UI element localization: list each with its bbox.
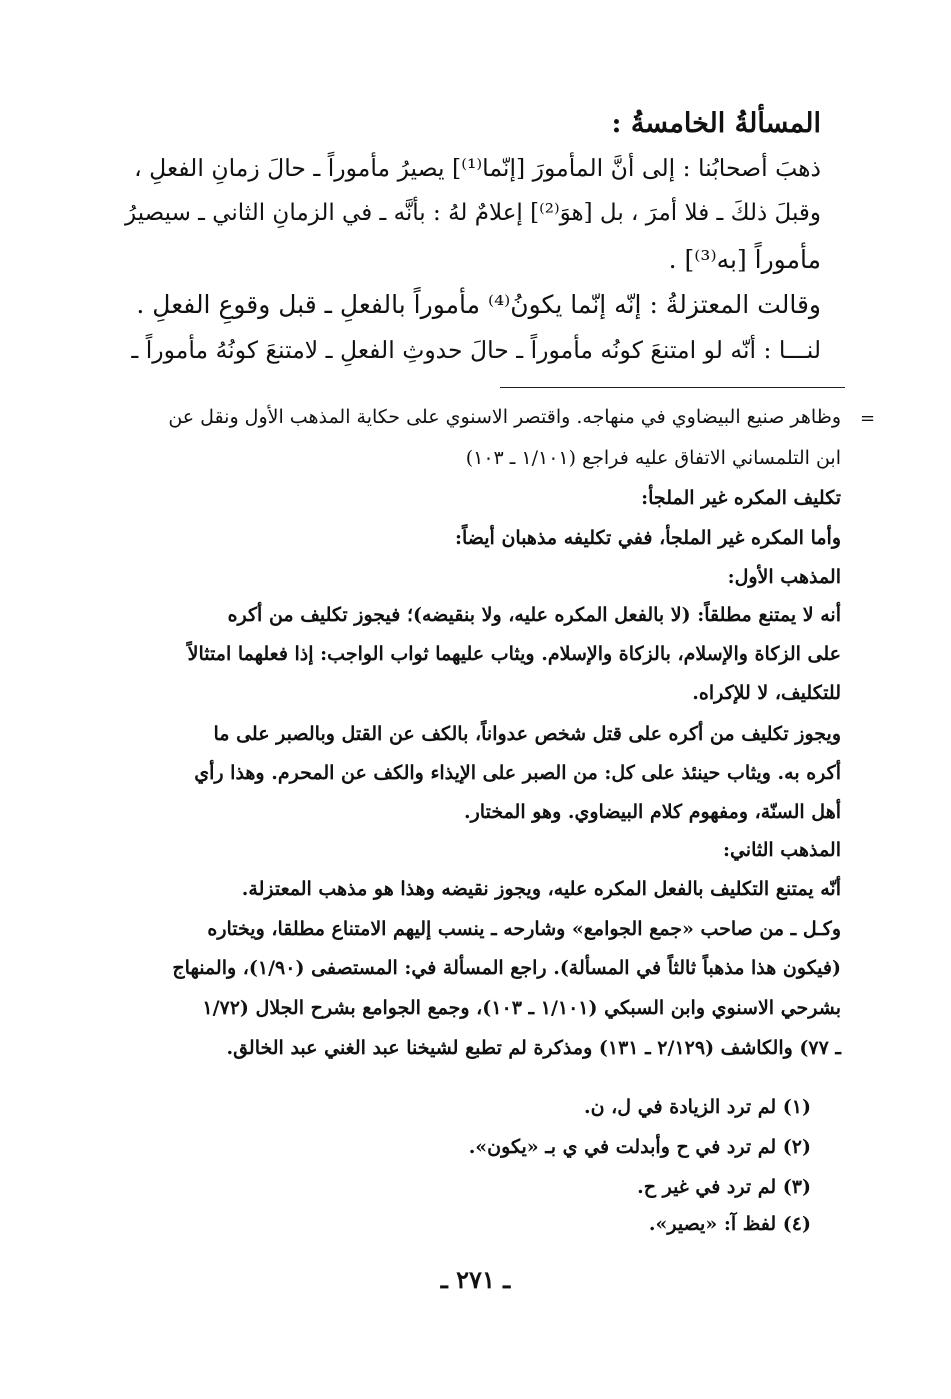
- footnote-line-11: أهل السنّة، ومفهوم كلام البيضاوي. وهو المختار.: [464, 801, 841, 823]
- variant-note-4: (٤) لفظ آ: «يصير».: [648, 1213, 811, 1235]
- footnote-line-12: المذهب الثاني:: [722, 839, 841, 861]
- footnote-line-1: وظاهر صنيع البيضاوي في منهاجه. واقتصر الاسنوي على حكاية المذهب الأول ونقل عن: [168, 406, 841, 428]
- footnote-line-9: ويجوز تكليف من أكره على قتل شخص عدواناً، بالكف عن القتل وبالصبر على ما: [213, 723, 841, 745]
- main-text-line-5: لنـــا : أنّه لو امتنعَ كونُه مأموراً ـ حالَ حدوثِ الفعلِ ـ لامتنعَ كونُهُ مأموراً ـ: [131, 336, 821, 364]
- footnote-line-8: للتكليف، لا للإكراه.: [692, 682, 841, 704]
- footnote-line-16: بشرحي الاسنوي وابن السبكي (١/١٠١ ـ ١٠٣)، وجمع الجوامع بشرح الجلال (١/٧٢: [202, 997, 841, 1019]
- footnote-line-3: تكليف المكره غير الملجأ:: [641, 487, 841, 509]
- footnote-line-14: وكـل ـ من صاحب «جمع الجوامع» وشارحه ـ ينسب إليهم الامتناع مطلقا، ويختاره: [207, 918, 841, 940]
- variant-note-3: (٣) لم ترد في غير ح.: [637, 1176, 811, 1198]
- footnote-line-5: المذهب الأول:: [727, 566, 841, 588]
- main-text-line-3: مأموراً [به⁽³⁾] .: [668, 245, 821, 274]
- footnote-line-7: على الزكاة والإسلام، بالزكاة والإسلام. ويثاب عليهما ثواب الواجب: إذا فعلهما امتثالاً: [187, 643, 841, 665]
- footnote-line-2: ابن التلمساني الاتفاق عليه فراجع (١/١٠١ ـ ١٠٣): [465, 447, 841, 469]
- footnote-line-15: (فيكون هذا مذهباً ثالثاً في المسألة). راجع المسألة في: المستصفى (١/٩٠)، والمنهاج: [172, 957, 841, 979]
- footnote-line-17: ـ ٧٧) والكاشف (٢/١٢٩ ـ ١٣١) ومذكرة لم تطبع لشيخنا عبد الغني عبد الخالق.: [226, 1037, 841, 1059]
- footnote-separator: [500, 387, 845, 388]
- footnote-line-6: أنه لا يمتنع مطلقاً: (لا بالفعل المكره عليه، ولا بنقيضه)؛ فيجوز تكليف من أكره: [227, 604, 841, 626]
- footnote-line-4: وأما المكره غير الملجأ، ففي تكليفه مذهبان أيضاً:: [454, 527, 841, 549]
- footnote-continuation-mark: =: [860, 408, 876, 429]
- page-number: ـ ٢٧١ ـ: [440, 1265, 511, 1294]
- main-text-line-1: ذهبَ أصحابُنا : إلى أنَّ المأمورَ [إنّما⁽¹⁾] يصيرُ مأموراً ـ حالَ زمانِ الفعلِ ،: [134, 154, 821, 182]
- variant-note-2: (٢) لم ترد في ح وأبدلت في ي بـ «يكون».: [468, 1136, 811, 1158]
- main-text-line-2: وقبلَ ذلكَ ـ فلا أمرَ ، بل [هوَ⁽²⁾] إعلامٌ لهُ : بأنَّه ـ في الزمانِ الثاني ـ سيصيرُ: [125, 200, 821, 226]
- footnote-line-13: أنّه يمتنع التكليف بالفعل المكره عليه، ويجوز نقيضه وهذا هو مذهب المعتزلة.: [241, 878, 841, 900]
- variant-note-1: (١) لم ترد الزيادة في ل، ن.: [583, 1096, 811, 1118]
- footnote-line-10: أكره به. ويثاب حينئذ على كل: من الصبر على الإيذاء والكف عن المحرم. وهذا رأي: [194, 762, 841, 784]
- section-heading: المسألةُ الخامسةُ :: [611, 108, 821, 139]
- main-text-line-4: وقالت المعتزلةُ : إنّه إنّما يكونُ⁽⁴⁾ مأموراً بالفعلِ ـ قبل وقوعِ الفعلِ .: [136, 290, 821, 319]
